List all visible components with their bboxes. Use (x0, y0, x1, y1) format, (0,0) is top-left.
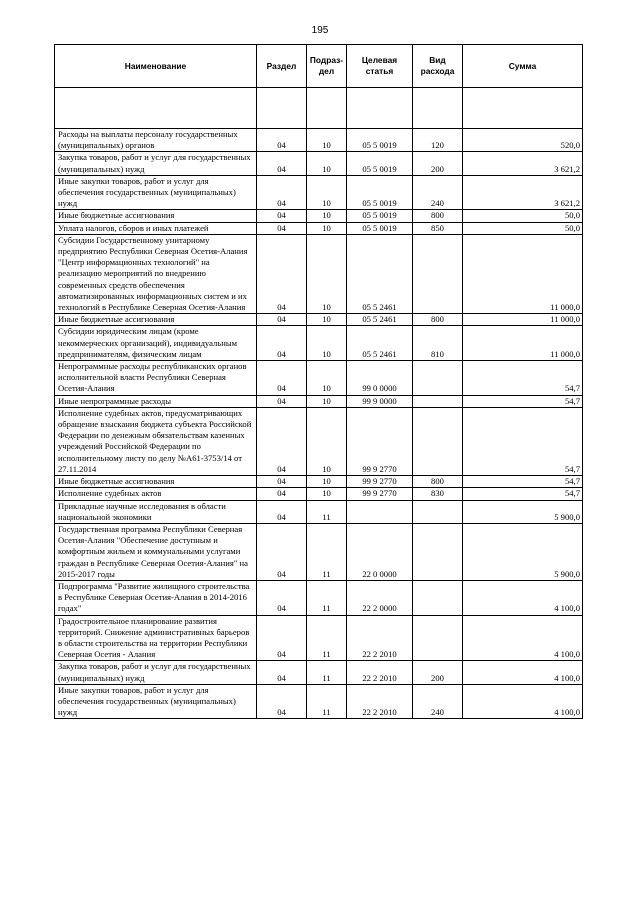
row-section-cell: 04 (257, 500, 307, 523)
header-row (55, 45, 583, 88)
row-type-cell: 800 (413, 314, 463, 326)
row-subsection-cell: 10 (307, 210, 347, 222)
table-row (55, 580, 583, 615)
row-target-cell: 22 0 0000 (347, 523, 413, 580)
row-amount-cell: 3 621,2 (463, 175, 583, 210)
table-row (55, 615, 583, 661)
row-subsection-cell: 10 (307, 222, 347, 234)
row-subsection-cell: 10 (307, 407, 347, 475)
row-target-cell: 22 2 2010 (347, 661, 413, 684)
row-type-cell (413, 395, 463, 407)
row-amount-cell: 520,0 (463, 129, 583, 152)
row-type-cell (413, 361, 463, 396)
table-row (55, 661, 583, 684)
row-target-cell: 22 2 0000 (347, 580, 413, 615)
row-name-cell: Непрограммные расходы республиканских органов исполнительной власти Республики Северная Осетия-Алания (55, 361, 257, 396)
row-type-cell (413, 234, 463, 313)
row-amount-cell: 4 100,0 (463, 661, 583, 684)
row-subsection-cell: 10 (307, 152, 347, 175)
row-amount-cell: 11 000,0 (463, 326, 583, 361)
row-type-cell (413, 500, 463, 523)
row-subsection-cell: 11 (307, 580, 347, 615)
row-name-cell: Закупка товаров, работ и услуг для государственных (муниципальных) нужд (55, 661, 257, 684)
row-subsection-cell: 11 (307, 684, 347, 719)
row-amount-cell: 50,0 (463, 210, 583, 222)
row-amount-cell: 11 000,0 (463, 234, 583, 313)
row-type-cell: 240 (413, 175, 463, 210)
table-row (55, 222, 583, 234)
row-type-cell (413, 615, 463, 661)
row-target-cell (347, 500, 413, 523)
row-section-cell: 04 (257, 129, 307, 152)
row-section-cell: 04 (257, 222, 307, 234)
row-target-cell: 99 9 2770 (347, 488, 413, 500)
row-section-cell: 04 (257, 580, 307, 615)
row-type-cell: 200 (413, 152, 463, 175)
row-type-cell: 850 (413, 222, 463, 234)
table-row (55, 488, 583, 500)
budget-table (54, 44, 583, 719)
table-row (55, 407, 583, 475)
row-section-cell: 04 (257, 234, 307, 313)
row-target-cell: 22 2 2010 (347, 684, 413, 719)
row-section-cell: 04 (257, 361, 307, 396)
row-subsection-cell: 10 (307, 326, 347, 361)
row-name-cell: Закупка товаров, работ и услуг для государственных (муниципальных) нужд (55, 152, 257, 175)
table-row (55, 476, 583, 488)
table-row (55, 234, 583, 313)
row-section-cell: 04 (257, 684, 307, 719)
table-row (55, 175, 583, 210)
row-name-cell: Уплата налогов, сборов и иных платежей (55, 222, 257, 234)
table-body (55, 129, 583, 719)
row-name-cell: Иные бюджетные ассигнования (55, 210, 257, 222)
row-target-cell: 99 9 0000 (347, 395, 413, 407)
header-section: Раздел (257, 45, 307, 88)
row-amount-cell: 4 100,0 (463, 615, 583, 661)
table-row (55, 361, 583, 396)
row-name-cell: Градостроительное планирование развития территорий. Снижение административных барьеров в области строительства на территории Республики Северная Осетия - Алания (55, 615, 257, 661)
header-spacer-row (55, 88, 583, 129)
row-subsection-cell: 10 (307, 476, 347, 488)
row-name-cell: Иные закупки товаров, работ и услуг для обеспечения государственных (муниципальных) нужд (55, 684, 257, 719)
row-type-cell (413, 580, 463, 615)
row-subsection-cell: 11 (307, 523, 347, 580)
row-section-cell: 04 (257, 326, 307, 361)
row-subsection-cell: 10 (307, 234, 347, 313)
row-type-cell: 800 (413, 476, 463, 488)
table-row (55, 500, 583, 523)
table-row (55, 326, 583, 361)
row-type-cell (413, 523, 463, 580)
row-amount-cell: 4 100,0 (463, 684, 583, 719)
row-target-cell: 05 5 0019 (347, 152, 413, 175)
table-row (55, 395, 583, 407)
row-name-cell: Субсидии юридическим лицам (кроме некоммерческих организаций), индивидуальным предпринимателям, физическим лицам (55, 326, 257, 361)
row-target-cell: 05 5 0019 (347, 222, 413, 234)
row-section-cell: 04 (257, 407, 307, 475)
row-name-cell: Субсидии Государственному унитарному предприятию Республики Северная Осетия-Алания "Центр информационных технологий" на реализацию мероприятий по внедрению современных средств обеспечения автоматизированных информационных систем и их технологий в Республике Северная Осетия-Алания (55, 234, 257, 313)
row-amount-cell: 54,7 (463, 407, 583, 475)
row-type-cell: 120 (413, 129, 463, 152)
row-amount-cell: 4 100,0 (463, 580, 583, 615)
row-target-cell: 05 5 2461 (347, 314, 413, 326)
row-type-cell: 810 (413, 326, 463, 361)
row-section-cell: 04 (257, 152, 307, 175)
row-subsection-cell: 11 (307, 615, 347, 661)
row-amount-cell: 50,0 (463, 222, 583, 234)
row-subsection-cell: 10 (307, 129, 347, 152)
row-target-cell: 05 5 2461 (347, 234, 413, 313)
row-section-cell: 04 (257, 210, 307, 222)
row-name-cell: Иные непрограммные расходы (55, 395, 257, 407)
header-type: Вид расхода (413, 45, 463, 88)
row-subsection-cell: 11 (307, 500, 347, 523)
row-name-cell: Исполнение судебных актов, предусматривающих обращение взыскания бюджета субъекта Российской Федерации по денежным обязательствам казенных учреждений Российской Федерации по исполнительному листу по делу №А61-3753/14 от 27.11.2014 (55, 407, 257, 475)
row-subsection-cell: 10 (307, 175, 347, 210)
table-row (55, 314, 583, 326)
row-section-cell: 04 (257, 175, 307, 210)
row-section-cell: 04 (257, 314, 307, 326)
row-amount-cell: 11 000,0 (463, 314, 583, 326)
row-amount-cell: 54,7 (463, 395, 583, 407)
header-name: Наименование (55, 45, 257, 88)
table-row (55, 129, 583, 152)
row-name-cell: Прикладные научные исследования в области национальной экономики (55, 500, 257, 523)
row-amount-cell: 5 900,0 (463, 523, 583, 580)
row-target-cell: 05 5 0019 (347, 129, 413, 152)
row-amount-cell: 54,7 (463, 488, 583, 500)
table-row (55, 684, 583, 719)
row-subsection-cell: 11 (307, 661, 347, 684)
table-row (55, 210, 583, 222)
row-type-cell: 830 (413, 488, 463, 500)
row-amount-cell: 5 900,0 (463, 500, 583, 523)
row-type-cell (413, 407, 463, 475)
row-subsection-cell: 10 (307, 488, 347, 500)
page-number: 195 (311, 25, 329, 36)
table-row (55, 152, 583, 175)
row-name-cell: Государственная программа Республики Северная Осетия-Алания "Обеспечение доступным и комфортным жильем и коммунальными услугами граждан в Республике Северная Осетия-Алания" на 2015-2017 годы (55, 523, 257, 580)
row-section-cell: 04 (257, 488, 307, 500)
header-subsection: Подраз- дел (307, 45, 347, 88)
row-target-cell: 99 9 2770 (347, 476, 413, 488)
row-target-cell: 05 5 0019 (347, 210, 413, 222)
row-amount-cell: 54,7 (463, 361, 583, 396)
row-name-cell: Иные бюджетные ассигнования (55, 476, 257, 488)
row-name-cell: Исполнение судебных актов (55, 488, 257, 500)
row-type-cell: 800 (413, 210, 463, 222)
row-section-cell: 04 (257, 395, 307, 407)
row-section-cell: 04 (257, 476, 307, 488)
row-type-cell: 200 (413, 661, 463, 684)
row-section-cell: 04 (257, 615, 307, 661)
row-target-cell: 99 0 0000 (347, 361, 413, 396)
row-section-cell: 04 (257, 661, 307, 684)
row-amount-cell: 54,7 (463, 476, 583, 488)
header-amount: Сумма (463, 45, 583, 88)
row-target-cell: 05 5 0019 (347, 175, 413, 210)
row-subsection-cell: 10 (307, 314, 347, 326)
row-name-cell: Расходы на выплаты персоналу государственных (муниципальных) органов (55, 129, 257, 152)
row-target-cell: 05 5 2461 (347, 326, 413, 361)
row-target-cell: 22 2 2010 (347, 615, 413, 661)
row-type-cell: 240 (413, 684, 463, 719)
row-name-cell: Иные бюджетные ассигнования (55, 314, 257, 326)
row-subsection-cell: 10 (307, 361, 347, 396)
row-section-cell: 04 (257, 523, 307, 580)
table-row (55, 523, 583, 580)
row-name-cell: Подпрограмма "Развитие жилищного строительства в Республике Северная Осетия-Алания в 2014-2016 годах" (55, 580, 257, 615)
row-subsection-cell: 10 (307, 395, 347, 407)
row-target-cell: 99 9 2770 (347, 407, 413, 475)
row-name-cell: Иные закупки товаров, работ и услуг для обеспечения государственных (муниципальных) нужд (55, 175, 257, 210)
row-amount-cell: 3 621,2 (463, 152, 583, 175)
header-target: Целевая статья (347, 45, 413, 88)
